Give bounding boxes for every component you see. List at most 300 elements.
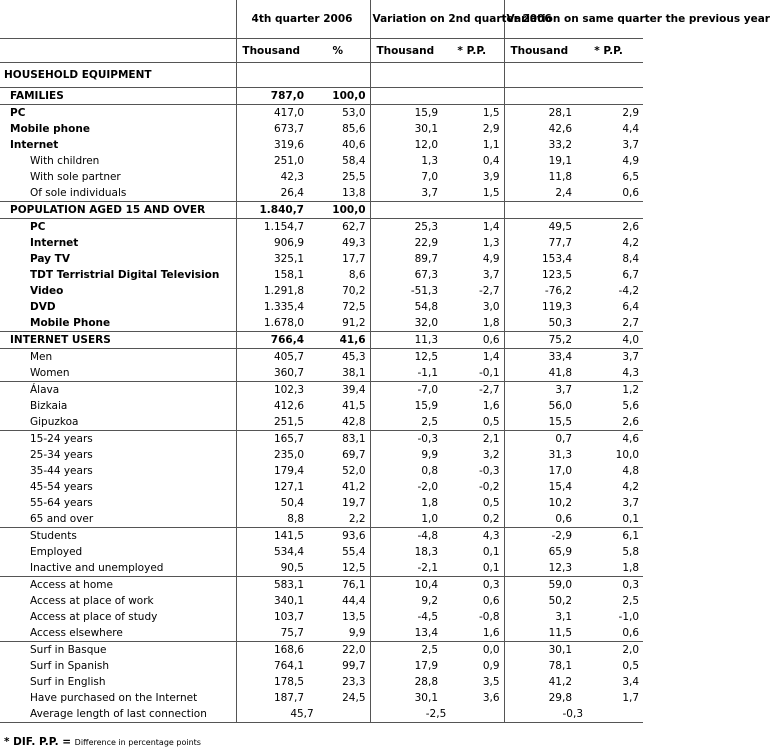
- cell-value: 17,7: [342, 253, 366, 265]
- cell-value: [576, 202, 643, 219]
- footnote-small: Difference in percentage points: [74, 738, 201, 747]
- cell-value: 56,0: [504, 398, 576, 414]
- table-row: [0, 267, 643, 283]
- footnote-main: * DIF. P.P. =: [4, 736, 75, 748]
- cell-value: 3,7: [622, 497, 640, 509]
- cell-value: 3,9: [482, 171, 500, 183]
- cell-value: 0,8: [370, 463, 442, 479]
- cell-value: 2,0: [576, 642, 643, 659]
- cell-value: 235,0: [236, 447, 308, 463]
- cell-value: [370, 202, 442, 219]
- cell-value: 2,9: [576, 105, 643, 122]
- cell-value: 85,6: [342, 123, 366, 135]
- row-label: Men: [0, 349, 236, 366]
- cell-value: 673,7: [236, 121, 308, 137]
- cell-value: 0,6: [622, 187, 640, 199]
- table-row: [0, 153, 643, 169]
- cell-value: 4,2: [622, 481, 640, 493]
- cell-value: 29,8: [504, 690, 576, 706]
- cell-value: 12,3: [504, 560, 576, 577]
- table-row: [0, 511, 643, 528]
- row-label: Pay TV: [30, 253, 70, 265]
- row-label: 15-24 years: [0, 431, 236, 448]
- cell-value: 319,6: [236, 137, 308, 153]
- table-row: [0, 495, 643, 511]
- cell-value: 2,1: [442, 431, 504, 448]
- cell-value: -4,5: [370, 609, 442, 625]
- table-row: [0, 299, 643, 315]
- cell-value: 23,3: [342, 676, 366, 688]
- cell-value: 99,7: [342, 660, 366, 672]
- cell-value: 55,4: [342, 546, 366, 558]
- cell-value: 100,0: [308, 202, 370, 219]
- row-label: Inactive and unemployed: [30, 562, 164, 574]
- cell-value: 417,0: [236, 105, 308, 122]
- cell-value: 17,9: [370, 658, 442, 674]
- cell-value: 28,1: [504, 105, 576, 122]
- cell-value: -0,3: [479, 465, 500, 477]
- table-row: [0, 642, 643, 659]
- cell-value: 3,7: [504, 382, 576, 399]
- cell-value: 0,1: [482, 562, 500, 574]
- cell-value: 3,6: [482, 692, 500, 704]
- table-row: [0, 609, 643, 625]
- cell-value: 7,0: [370, 169, 442, 185]
- cell-value: 19,7: [342, 497, 366, 509]
- cell-value: 52,0: [342, 465, 366, 477]
- cell-value: -0,1: [479, 367, 500, 379]
- cell-value: 3,2: [482, 449, 500, 461]
- cell-value: 153,4: [504, 251, 576, 267]
- cell-value: 2,2: [348, 513, 366, 525]
- cell-value: 1,5: [442, 105, 504, 122]
- avg-value-1: 45,7: [236, 706, 370, 723]
- cell-value: 1,8: [370, 495, 442, 511]
- row-label: Have purchased on the Internet: [30, 692, 198, 704]
- cell-value: 906,9: [236, 235, 308, 251]
- row-label: PC: [0, 105, 236, 122]
- table-row: [0, 219, 643, 236]
- cell-value: 1.678,0: [236, 315, 308, 332]
- cell-value: 19,1: [504, 153, 576, 169]
- cell-value: [370, 88, 442, 105]
- col-pp-1: * P.P.: [442, 39, 504, 63]
- cell-value: 0,6: [482, 595, 500, 607]
- header-group-variation-prev-year: Variation on same quarter the previous year: [504, 0, 643, 39]
- population-total-row: [0, 202, 643, 219]
- cell-value: 42,3: [236, 169, 308, 185]
- cell-value: 78,1: [504, 658, 576, 674]
- cell-value: 3,5: [482, 676, 500, 688]
- row-label: Students: [0, 528, 236, 545]
- table-row: [0, 447, 643, 463]
- cell-value: 100,0: [308, 88, 370, 105]
- cell-value: 6,1: [576, 528, 643, 545]
- cell-value: 1,4: [442, 219, 504, 236]
- cell-value: 11,5: [504, 625, 576, 642]
- cell-value: 2,5: [622, 595, 640, 607]
- cell-value: 10,2: [504, 495, 576, 511]
- cell-value: 534,4: [236, 544, 308, 560]
- cell-value: 251,0: [236, 153, 308, 169]
- row-label: Álava: [0, 382, 236, 399]
- cell-value: 65,9: [504, 544, 576, 560]
- cell-value: 18,3: [370, 544, 442, 560]
- cell-value: 41,2: [504, 674, 576, 690]
- cell-value: -4,2: [618, 285, 640, 297]
- row-label: TDT Terristrial Digital Television: [30, 269, 220, 281]
- cell-value: 83,1: [308, 431, 370, 448]
- cell-value: 15,4: [504, 479, 576, 495]
- cell-value: -4,8: [370, 528, 442, 545]
- row-label: Gipuzkoa: [30, 416, 79, 428]
- cell-value: [576, 88, 643, 105]
- row-label: Mobile phone: [10, 123, 90, 135]
- table-row: [0, 625, 643, 642]
- cell-value: 40,6: [342, 139, 366, 151]
- cell-value: 8,4: [622, 253, 640, 265]
- cell-value: 102,3: [236, 382, 308, 399]
- table-row: [0, 593, 643, 609]
- table-row: [0, 382, 643, 399]
- cell-value: 62,7: [308, 219, 370, 236]
- cell-value: 45,3: [308, 349, 370, 366]
- cell-value: -2,1: [370, 560, 442, 577]
- cell-value: 1,6: [482, 627, 500, 639]
- table-row: [0, 690, 643, 706]
- cell-value: 49,3: [342, 237, 366, 249]
- cell-value: 3,7: [370, 185, 442, 202]
- cell-value: 93,6: [308, 528, 370, 545]
- cell-value: 91,2: [342, 317, 366, 329]
- cell-value: -2,7: [479, 285, 500, 297]
- row-label: Video: [30, 285, 64, 297]
- cell-value: 54,8: [370, 299, 442, 315]
- cell-value: 0,5: [622, 660, 640, 672]
- table-row: [0, 105, 643, 122]
- cell-value: 0,1: [622, 513, 640, 525]
- cell-value: 59,0: [504, 577, 576, 594]
- cell-value: 3,4: [622, 676, 640, 688]
- cell-value: -0,2: [479, 481, 500, 493]
- cell-value: 179,4: [236, 463, 308, 479]
- cell-value: 0,1: [482, 546, 500, 558]
- cell-value: 2,9: [482, 123, 500, 135]
- row-label: Access at home: [0, 577, 236, 594]
- cell-value: 41,2: [342, 481, 366, 493]
- cell-value: 4,3: [442, 528, 504, 545]
- cell-value: 1,1: [482, 139, 500, 151]
- cell-value: 6,7: [622, 269, 640, 281]
- table-row: [0, 283, 643, 299]
- col-thousand-3: Thousand: [504, 39, 576, 63]
- cell-value: 165,7: [236, 431, 308, 448]
- cell-value: 1,6: [482, 400, 500, 412]
- col-thousand-1: Thousand: [236, 39, 308, 63]
- cell-value: 70,2: [342, 285, 366, 297]
- cell-value: 41,8: [504, 365, 576, 382]
- cell-value: 12,0: [370, 137, 442, 153]
- cell-value: -0,8: [479, 611, 500, 623]
- cell-value: 22,9: [370, 235, 442, 251]
- table-row: [0, 674, 643, 690]
- cell-value: 22,0: [308, 642, 370, 659]
- row-label: Of sole individuals: [30, 187, 127, 199]
- row-label: Access at place of work: [30, 595, 154, 607]
- cell-value: 0,5: [482, 497, 500, 509]
- avg-value-3: -0,3: [504, 706, 643, 723]
- cell-value: 1,2: [576, 382, 643, 399]
- cell-value: 168,6: [236, 642, 308, 659]
- row-label: Surf in Basque: [0, 642, 236, 659]
- row-label: Access at place of study: [30, 611, 158, 623]
- cell-value: 50,4: [236, 495, 308, 511]
- cell-value: 13,4: [370, 625, 442, 642]
- cell-value: 0,5: [482, 416, 500, 428]
- row-label: 35-44 years: [30, 465, 93, 477]
- cell-value: 13,8: [342, 187, 366, 199]
- cell-value: 0,6: [442, 332, 504, 349]
- row-label: POPULATION AGED 15 AND OVER: [0, 202, 236, 219]
- header-group-4th-quarter: 4th quarter 2006: [236, 0, 370, 39]
- cell-value: 0,6: [622, 627, 640, 639]
- cell-value: 3,0: [482, 301, 500, 313]
- cell-value: 58,4: [342, 155, 366, 167]
- cell-value: 3,1: [504, 609, 576, 625]
- cell-value: 89,7: [370, 251, 442, 267]
- cell-value: 11,8: [504, 169, 576, 185]
- cell-value: 787,0: [236, 88, 308, 105]
- row-label: Surf in Spanish: [30, 660, 110, 672]
- cell-value: 1,8: [482, 317, 500, 329]
- cell-value: 764,1: [236, 658, 308, 674]
- header-group-row: [0, 0, 643, 39]
- cell-value: 6,5: [622, 171, 640, 183]
- row-label: 55-64 years: [30, 497, 93, 509]
- table-row: [0, 544, 643, 560]
- cell-value: 4,9: [482, 253, 500, 265]
- cell-value: 4,8: [622, 465, 640, 477]
- cell-value: 26,4: [236, 185, 308, 202]
- cell-value: -76,2: [504, 283, 576, 299]
- cell-value: 38,1: [342, 367, 366, 379]
- cell-value: 75,7: [236, 625, 308, 642]
- table-row: [0, 349, 643, 366]
- cell-value: 39,4: [308, 382, 370, 399]
- cell-value: 75,2: [504, 332, 576, 349]
- cell-value: 2,6: [622, 416, 640, 428]
- cell-value: 5,6: [622, 400, 640, 412]
- cell-value: 123,5: [504, 267, 576, 283]
- cell-value: 3,7: [622, 139, 640, 151]
- row-label: Internet: [10, 139, 59, 151]
- row-label: Access elsewhere: [30, 627, 123, 639]
- cell-value: 67,3: [370, 267, 442, 283]
- row-label: Mobile Phone: [30, 317, 111, 329]
- row-label: DVD: [30, 301, 56, 313]
- cell-value: -1,1: [370, 365, 442, 382]
- cell-value: 1,3: [482, 237, 500, 249]
- row-label: PC: [0, 219, 236, 236]
- cell-value: 42,6: [504, 121, 576, 137]
- cell-value: 30,1: [504, 642, 576, 659]
- table-row: [0, 414, 643, 431]
- cell-value: 5,8: [622, 546, 640, 558]
- table-row: [0, 577, 643, 594]
- cell-value: 187,7: [236, 690, 308, 706]
- cell-value: 11,3: [370, 332, 442, 349]
- row-label: With sole partner: [30, 171, 121, 183]
- cell-value: 583,1: [236, 577, 308, 594]
- cell-value: 10,0: [615, 449, 640, 461]
- cell-value: 25,3: [370, 219, 442, 236]
- cell-value: 1.291,8: [236, 283, 308, 299]
- cell-value: 2,6: [576, 219, 643, 236]
- cell-value: 0,2: [482, 513, 500, 525]
- row-label: 25-34 years: [30, 449, 93, 461]
- cell-value: 1.335,4: [236, 299, 308, 315]
- cell-value: [442, 88, 504, 105]
- cell-value: 42,8: [342, 416, 366, 428]
- row-label: 45-54 years: [30, 481, 93, 493]
- cell-value: -2,7: [442, 382, 504, 399]
- cell-value: 340,1: [236, 593, 308, 609]
- cell-value: 30,1: [370, 690, 442, 706]
- cell-value: 251,5: [236, 414, 308, 431]
- cell-value: 2,5: [370, 414, 442, 431]
- cell-value: 13,5: [342, 611, 366, 623]
- cell-value: 0,3: [442, 577, 504, 594]
- cell-value: -7,0: [370, 382, 442, 399]
- cell-value: 1.840,7: [236, 202, 308, 219]
- table-row: [0, 121, 643, 137]
- household-equipment-heading: HOUSEHOLD EQUIPMENT: [4, 69, 152, 81]
- cell-value: [442, 202, 504, 219]
- cell-value: 49,5: [504, 219, 576, 236]
- cell-value: 766,4: [236, 332, 308, 349]
- cell-value: 9,9: [348, 627, 366, 639]
- cell-value: 4,2: [622, 237, 640, 249]
- cell-value: 0,9: [482, 660, 500, 672]
- cell-value: 3,7: [576, 349, 643, 366]
- cell-value: 4,6: [576, 431, 643, 448]
- cell-value: 15,9: [370, 398, 442, 414]
- cell-value: 4,4: [622, 123, 640, 135]
- cell-value: 12,5: [342, 562, 366, 574]
- cell-value: 53,0: [308, 105, 370, 122]
- cell-value: [504, 88, 576, 105]
- internet-users-total-row: [0, 332, 643, 349]
- cell-value: -0,3: [370, 431, 442, 448]
- row-label: Bizkaia: [30, 400, 68, 412]
- row-label: INTERNET USERS: [0, 332, 236, 349]
- cell-value: 50,2: [504, 593, 576, 609]
- cell-value: 31,3: [504, 447, 576, 463]
- cell-value: -2,9: [504, 528, 576, 545]
- cell-value: 8,6: [348, 269, 366, 281]
- cell-value: 77,7: [504, 235, 576, 251]
- cell-value: 28,8: [370, 674, 442, 690]
- cell-value: 360,7: [236, 365, 308, 382]
- cell-value: 412,6: [236, 398, 308, 414]
- cell-value: 69,7: [342, 449, 366, 461]
- row-label: Internet: [30, 237, 79, 249]
- table-row: [0, 479, 643, 495]
- cell-value: 0,4: [482, 155, 500, 167]
- household-equipment-heading-row: [0, 63, 643, 88]
- col-thousand-2: Thousand: [370, 39, 442, 63]
- table-row: [0, 251, 643, 267]
- cell-value: 1,3: [370, 153, 442, 169]
- cell-value: 119,3: [504, 299, 576, 315]
- header-group-variation-2nd: Variation on 2nd quarter 2006: [370, 0, 504, 39]
- cell-value: 325,1: [236, 251, 308, 267]
- cell-value: 0,0: [442, 642, 504, 659]
- table-row: [0, 528, 643, 545]
- cell-value: 2,5: [370, 642, 442, 659]
- cell-value: 10,4: [370, 577, 442, 594]
- row-label: 65 and over: [30, 513, 94, 525]
- cell-value: 6,4: [622, 301, 640, 313]
- cell-value: 25,5: [342, 171, 366, 183]
- cell-value: 127,1: [236, 479, 308, 495]
- cell-value: 103,7: [236, 609, 308, 625]
- families-total-row: [0, 88, 643, 105]
- row-label: Employed: [30, 546, 83, 558]
- cell-value: -51,3: [370, 283, 442, 299]
- row-label: Average length of last connection: [0, 706, 236, 723]
- cell-value: 141,5: [236, 528, 308, 545]
- table-row: [0, 658, 643, 674]
- row-label: Women: [30, 367, 70, 379]
- cell-value: 3,7: [482, 269, 500, 281]
- cell-value: -1,0: [618, 611, 640, 623]
- row-label: With children: [30, 155, 100, 167]
- cell-value: 0,7: [504, 431, 576, 448]
- cell-value: 50,3: [504, 315, 576, 332]
- footnote: [4, 736, 201, 748]
- cell-value: 4,0: [576, 332, 643, 349]
- cell-value: 1,0: [370, 511, 442, 528]
- row-label: FAMILIES: [0, 88, 236, 105]
- cell-value: 24,5: [342, 692, 366, 704]
- cell-value: 9,9: [370, 447, 442, 463]
- cell-value: 2,4: [504, 185, 576, 202]
- cell-value: 17,0: [504, 463, 576, 479]
- cell-value: 1.154,7: [236, 219, 308, 236]
- col-pp-2: * P.P.: [576, 39, 643, 63]
- table-row: [0, 315, 643, 332]
- cell-value: 1,8: [622, 562, 640, 574]
- cell-value: 405,7: [236, 349, 308, 366]
- table-row: [0, 185, 643, 202]
- table-row: [0, 431, 643, 448]
- cell-value: 44,4: [342, 595, 366, 607]
- cell-value: 1,4: [442, 349, 504, 366]
- table-row: [0, 463, 643, 479]
- cell-value: 41,6: [308, 332, 370, 349]
- cell-value: 9,2: [370, 593, 442, 609]
- cell-value: 2,7: [622, 317, 640, 329]
- cell-value: 158,1: [236, 267, 308, 283]
- cell-value: 30,1: [370, 121, 442, 137]
- col-percent: %: [308, 39, 370, 63]
- cell-value: 33,2: [504, 137, 576, 153]
- table-row: [0, 365, 643, 382]
- table-row: [0, 137, 643, 153]
- cell-value: 72,5: [342, 301, 366, 313]
- cell-value: 0,6: [504, 511, 576, 528]
